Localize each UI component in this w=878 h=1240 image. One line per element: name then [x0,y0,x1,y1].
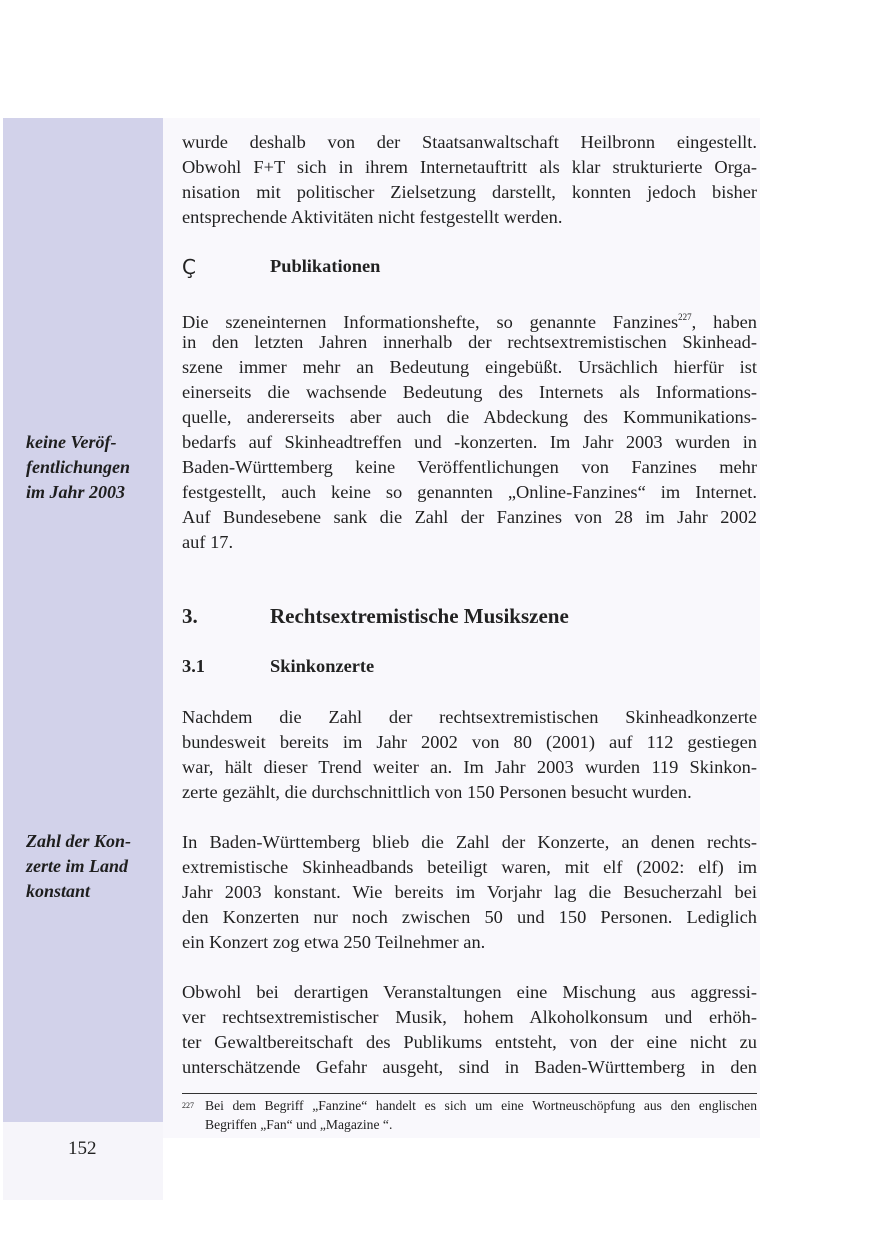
footnote-divider [182,1093,757,1094]
margin-note-line: im Jahr 2003 [26,482,126,502]
text-line: in den letzten Jahren innerhalb der rechtsextremistischen Skinhead- [182,332,757,352]
footnote-marker[interactable]: 227 [678,312,692,322]
heading-title: Publikationen [270,256,381,276]
text-line: zerte gezählt, die durchschnittlich von 150 Personen besucht wurden. [182,782,692,802]
text-line: ein Konzert zog etwa 250 Teilnehmer an. [182,932,486,952]
text-line: In Baden-Württemberg blieb die Zahl der Konzerte, an denen rechts- [182,832,757,852]
paragraph-regional-concerts [182,830,757,955]
margin-note-concerts [26,829,160,904]
heading-symbol: Ç [182,255,196,279]
margin-note-line: Zahl der Kon- [26,831,132,851]
footnote-number: 227 [182,1101,194,1110]
text-line: Nachdem die Zahl der rechtsextremistischen Skinheadkonzerte [182,707,757,727]
text-line: den Konzerten nur noch zwischen 50 und 150 Personen. Lediglich [182,907,757,927]
margin-note-line: zerte im Land [26,856,128,876]
heading-number: 3.1 [182,656,205,676]
text-line: unterschätzende Gefahr ausgeht, sind in Baden-Württemberg in den [182,1057,757,1077]
footnote [182,1096,757,1134]
text-line: wurde deshalb von der Staatsanwaltschaft Heilbronn eingestellt. [182,132,757,152]
page-number: 152 [68,1138,97,1159]
text-line: festgestellt, auch keine so genannten „Online-Fanzines“ im Internet. [182,482,757,502]
margin-note-line: konstant [26,881,91,901]
text-line: quelle, andererseits aber auch die Abdeckung des Kommunikations- [182,407,757,427]
text-fragment: , haben [691,312,757,332]
text-line [182,305,757,330]
text-line: Obwohl bei derartigen Veranstaltungen eine Mischung aus aggressi- [182,982,757,1002]
text-fragment: Die szeneinternen Informationshefte, so genannte Fanzines [182,312,679,332]
footnote-line: Bei dem Begriff „Fanzine“ handelt es sich um eine Wortneuschöpfung aus den englischen [205,1098,757,1113]
margin-note-line: keine Veröf- [26,432,117,452]
paragraph-fanzines [182,305,757,555]
paragraph-risk [182,980,757,1080]
text-line: Auf Bundesebene sank die Zahl der Fanzines von 28 im Jahr 2002 [182,507,757,527]
margin-note-publications [26,430,160,505]
heading-title: Rechtsextremistische Musikszene [270,604,569,628]
margin-sidebar [3,118,163,1122]
text-line: war, hält dieser Trend weiter an. Im Jahr 2003 wurden 119 Skinkon- [182,757,757,777]
text-line: bundesweit bereits im Jahr 2002 von 80 (2001) auf 112 gestiegen [182,732,757,752]
text-line: Obwohl F+T sich in ihrem Internetauftritt als klar strukturierte Orga- [182,157,757,177]
text-line: Jahr 2003 konstant. Wie bereits im Vorjahr lag die Besucherzahl bei [182,882,757,902]
text-line: ter Gewaltbereitschaft des Publikums entsteht, von der eine nicht zu [182,1032,757,1052]
text-line: auf 17. [182,532,234,552]
text-line: extremistische Skinheadbands beteiligt waren, mit elf (2002: elf) im [182,857,757,877]
page-number-area [3,1122,163,1200]
text-line: bedarfs auf Skinheadtreffen und -konzerten. Im Jahr 2003 wurden in [182,432,757,452]
heading-number: 3. [182,604,198,628]
text-line: szene immer mehr an Bedeutung eingebüßt. Ursächlich hierfür ist [182,357,757,377]
paragraph-national-concerts [182,705,757,805]
paragraph-intro [182,130,757,230]
text-line: nisation mit politischer Zielsetzung darstellt, konnten jedoch bisher [182,182,757,202]
text-line: entsprechende Aktivitäten nicht festgestellt werden. [182,207,563,227]
footnote-line: Begriffen „Fan“ und „Magazine “. [205,1117,393,1132]
text-line: Baden-Württemberg keine Veröffentlichungen von Fanzines mehr [182,457,757,477]
margin-note-line: fentlichungen [26,457,131,477]
heading-title: Skinkonzerte [270,656,375,676]
text-line: einerseits die wachsende Bedeutung des Internets als Informations- [182,382,757,402]
text-line: ver rechtsextremistischer Musik, hohem Alkoholkonsum und erhöh- [182,1007,757,1027]
